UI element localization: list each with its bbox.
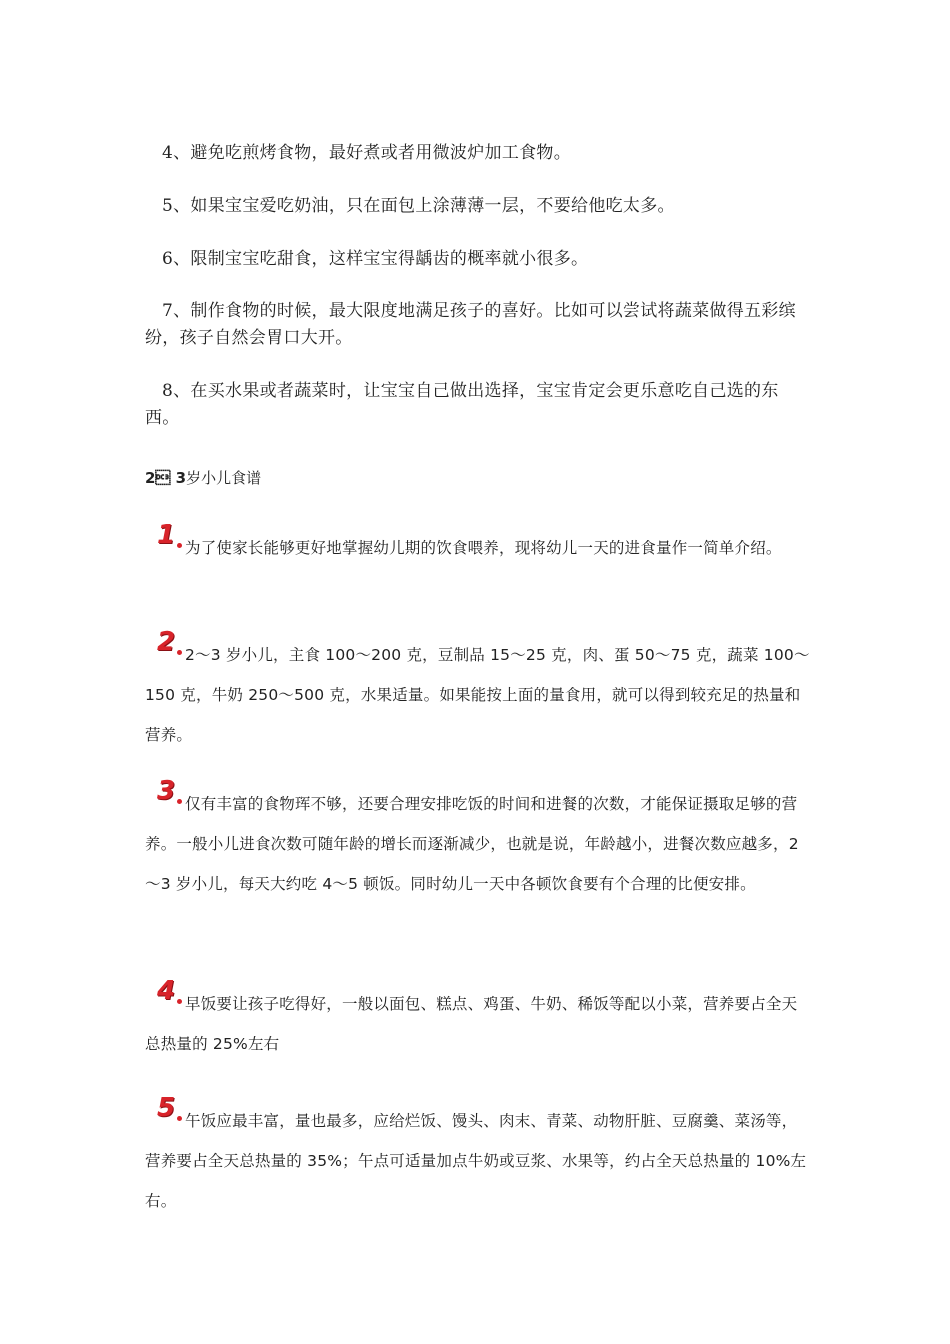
step-5	[145, 1093, 810, 1221]
number-badge-icon: 1	[145, 527, 183, 555]
step-text: 仅有丰富的食物珲不够，还要合理安排吃饭的时间和进餐的次数，才能保证摄取足够的营养。一般小儿进食次数可随年龄的增长而逐渐减少，也就是说，年龄越小，进餐次数应越多，2～3 岁小儿，每天大约吃 4～5 顿饭。同时幼儿一天中各顿饮食要有个合理的比便安排。	[145, 795, 799, 893]
step-text: 早饭要让孩子吃得好，一般以面包、糕点、鸡蛋、牛奶、稀饭等配以小菜，营养要占全天总热量的 25%左右	[145, 995, 798, 1053]
section-heading-text: 岁小儿食谱	[186, 469, 262, 487]
section-heading	[145, 466, 261, 490]
number-badge-icon: 2	[145, 634, 183, 662]
tip-text: 、如果宝宝爱吃奶油，只在面包上涂薄薄一层，不要给他吃太多。	[173, 196, 675, 216]
tip-8	[145, 378, 810, 432]
tip-4	[145, 140, 810, 167]
step-text: 午饭应最丰富，量也最多，应给烂饭、馒头、肉末、青菜、动物肝脏、豆腐羹、菜汤等，营养要占全天总热量的 35%；午点可适量加点牛奶或豆浆、水果等，约占全天总热量的 10%左右。	[145, 1112, 807, 1210]
tip-text: 、限制宝宝吃甜食，这样宝宝得龋齿的概率就小很多。	[173, 249, 589, 269]
tip-text: 、避免吃煎烤食物，最好煮或者用微波炉加工食物。	[173, 143, 572, 163]
section-heading-number: 2 3	[145, 469, 187, 487]
tip-number: 8	[162, 381, 174, 401]
tip-6	[145, 246, 810, 273]
number-badge-icon: 5	[145, 1100, 183, 1128]
tip-text: 、在买水果或者蔬菜时，让宝宝自己做出选择，宝宝肯定会更乐意吃自己选的东西。	[145, 381, 779, 428]
step-4	[145, 976, 810, 1064]
tip-number: 4	[162, 143, 174, 163]
tip-7	[145, 298, 810, 352]
step-text: 2～3 岁小儿，主食 100～200 克，豆制品 15～25 克，肉、蛋 50～75 克，蔬菜 100～150 克，牛奶 250～500 克，水果适量。如果能按上面的量食用，就可以得到较充足的热量和营养。	[145, 646, 810, 744]
tip-number: 6	[162, 249, 174, 269]
step-1	[145, 520, 810, 568]
tip-text: 、制作食物的时候，最大限度地满足孩子的喜好。比如可以尝试将蔬菜做得五彩缤纷，孩子自然会胃口大开。	[145, 301, 796, 348]
number-badge-icon: 4	[145, 983, 183, 1011]
tip-number: 5	[162, 196, 174, 216]
step-text: 为了使家长能够更好地掌握幼儿期的饮食喂养，现将幼儿一天的进食量作一简单介绍。	[185, 539, 782, 557]
step-2	[145, 627, 810, 755]
tip-number: 7	[162, 301, 174, 321]
number-badge-icon: 3	[145, 783, 183, 811]
tip-5	[145, 193, 810, 220]
step-3	[145, 776, 810, 904]
